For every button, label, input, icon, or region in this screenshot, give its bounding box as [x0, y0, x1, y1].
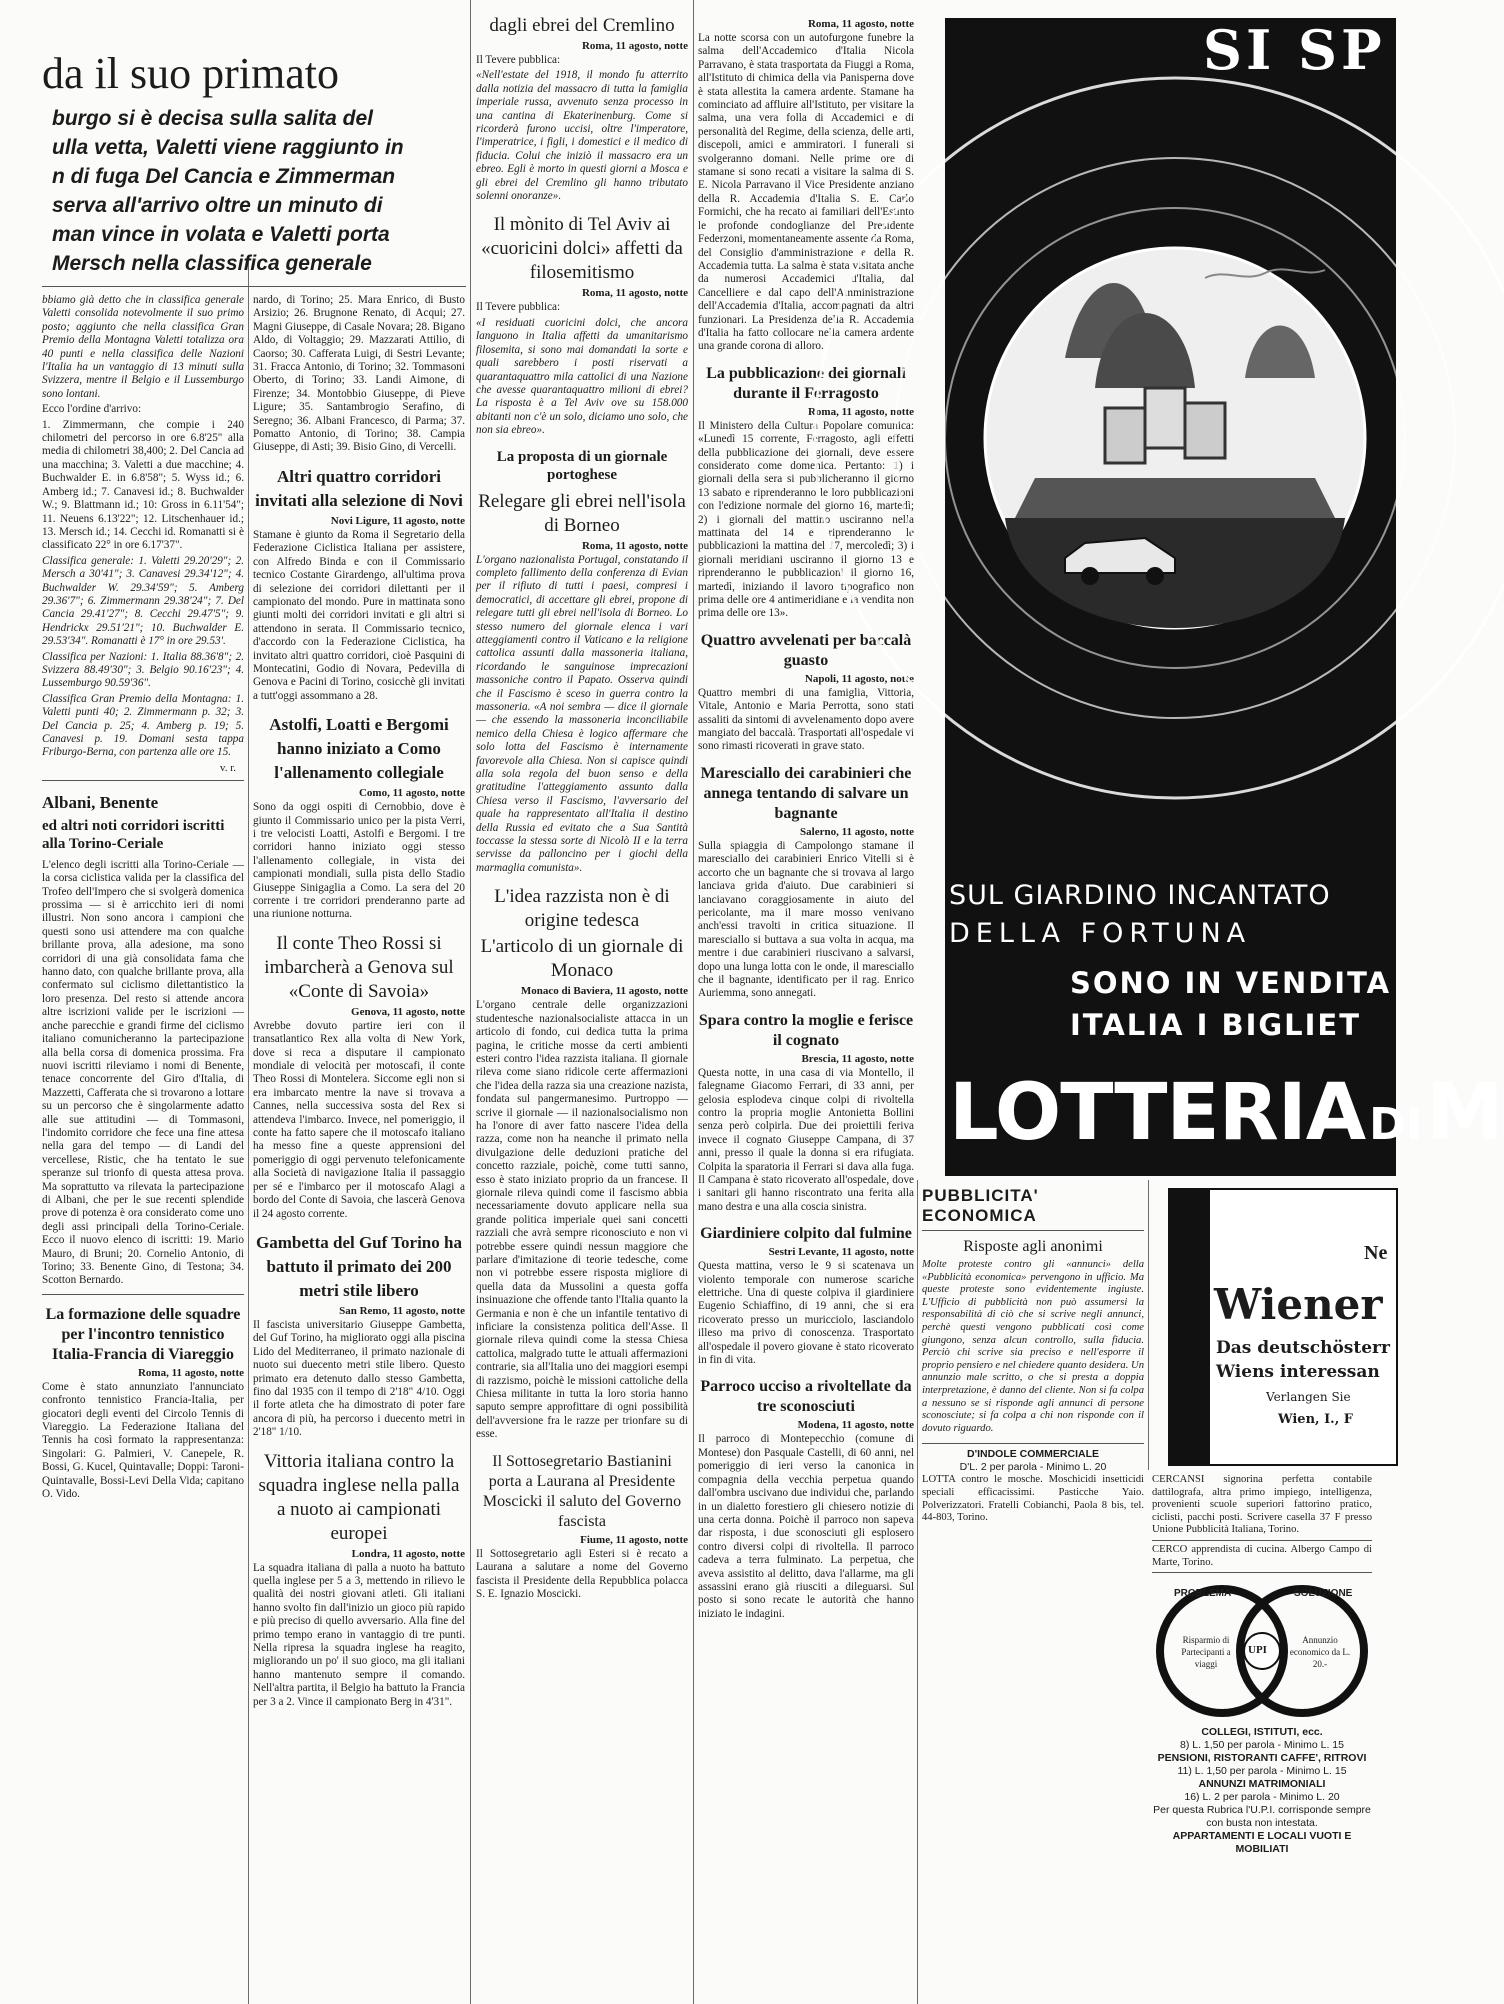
deck-line: n di fuga Del Cancia e Zimmerman	[52, 165, 396, 188]
left-column-body	[42, 294, 244, 1994]
dateline: Novi Ligure, 11 agosto, notte	[330, 514, 465, 527]
column-rule	[917, 1180, 918, 2004]
column-rule	[470, 0, 471, 2004]
article-paragraph: La notte scorsa con un autofurgone funebre la salma dell'Accademico d'Italia Nicola Parravano, è stata trasportata da Fiuggi a Roma, all'Istituto di chimica della via Panisperna dove è stata allestita la camera ardente. Stamane ha cominciato ad affluire all'Istituto, per visitare la salma, una vera folla di Accademici e di personalità del Regime, della scienza, delle arti, discepoli, amici e ammiratori. I funerali si svolgeranno domani. Nelle prime ore di stamane si sono recati a visitare la salma di S. E. Nicola Parravano il Vice Presidente anziano della R. Accademia d'Italia S. E. Carlo Formichi, che ha recato ai familiari dell'Estinto le profonde condoglianze del Presidente Federzoni, momentaneamente assente da Roma, del Consiglio d'amministrazione e della R. Accademia tutta. La salma è stata visitata anche da numerosi Accademici d'Italia, dal Cancelliere e dal capo dell'Amministrazione dell'Accademia d'Italia, accompagnati da altri funzionari. La Presidenza della R. Accademia d'Italia ha fatto collocare nella camera ardente una grande corona di alloro.	[698, 32, 914, 353]
dateline: Genova, 11 agosto, notte	[351, 1005, 465, 1018]
logo-word: DI	[1369, 1099, 1423, 1150]
article-title: Vittoria italiana contro la squadra inglese nella palla a nuoto ai campionati europei	[258, 1450, 460, 1544]
classified-header: APPARTAMENTI E LOCALI VUOTI E MOBILIATI	[1172, 1830, 1352, 1856]
article-title: Maresciallo dei carabinieri che annega tentando di salvare un bagnante	[700, 764, 912, 822]
classified-text: LOTTA contro le mosche. Moschicidi insetticidi speciali efficacissimi. Pasticche Yaio. Polverizzatori. Fratelli Cobianchi, Paola 8 bis, tel. 44-803, Torino.	[922, 1474, 1144, 1524]
article-title: Albani, Benente	[42, 792, 159, 812]
article-paragraph: Sono da oggi ospiti di Cernobbio, dove è giunto il Commissario unico per la pista Verri, i tre velocisti Loatti, Astolfi e Bergomi. I tre corridori hanno iniziato oggi stesso l'allenamento collegiale, in vista dei campionati mondiali, sulla pista dello Stadio Giuseppe Sinigaglia a Como. La sera del 20 corrente i tre corridori prenderanno parte ad una riunione notturna.	[253, 801, 465, 921]
source-line: Il Tevere pubblica:	[476, 301, 561, 314]
classified-price: D'L. 2 per parola - Minimo L. 20	[959, 1461, 1107, 1474]
article-paragraph: Molte proteste contro gli «annunci» della «Pubblicità economica» pervengono in ufficio. Ma queste proteste sono evidentemente ingiuste. L'Ufficio di pubblicità non può assumersi la responsabilità di ciò che si scrive negli annunci, perchè questi vengono pubblicati così come giungono, senza alcun controllo, sulla fiducia. Perciò chi scrive sia preciso e nell'esporre il proprio pensiero e nel chiedere quanto desidera. Un annunzio male scritto, o che si presta a doppia interpretazione, è danno del cliente. Non si fa colpa a nessuno se si risponde agli annunci di persone sconosciute; si fa colpa a chi non risponde con il dovuto riguardo.	[922, 1259, 1144, 1434]
lottery-advertisement	[945, 18, 1504, 1176]
ad-top-corner-text: SI SP	[1203, 18, 1386, 82]
deck-line: Mersch nella classifica generale	[52, 252, 372, 275]
logo-word: LOTTERIA	[949, 1068, 1366, 1158]
classifica-montagna: Classifica Gran Premio della Montagna: 1. Valetti punti 40; 2. Zimmermann p. 32; 3. Del Cancia p. 25; 4. Amberg p. 19; 5. Canavesi p. 19. Domani sesta tappa Friburgo-Berna, con partenza alle ore 15.	[42, 692, 244, 759]
column-4	[698, 18, 914, 1994]
column-rule	[693, 0, 694, 2004]
article-paragraph: Avrebbe dovuto partire ieri con il transatlantico Rex alla volta di New York, dove si reca a disputare il campionato mondiale di velocità per motoscafi, il conte Theo Rossi di Montelera. Siccome egli non si era imbarcato mentre la nave si trovava a Cannes, nella successiva sosta del Rex si attendeva l'imbarco. Invece, nel pomeriggio, il conte ha fatto sapere che il motoscafo italiano ha messo fine a queste apprensioni del pomeriggio di oggi pervenuto telefonicamente alla Società di navigazione Italia il passaggio per sé e l'imbarco per il motoscafo Alagi a bordo del Conte di Savoia, che lascerà Genova il 24 agosto corrente.	[253, 1019, 465, 1220]
divider	[922, 1443, 1144, 1444]
divider	[42, 780, 244, 781]
pubblicita-economica	[922, 1180, 1144, 1994]
classifieds-column	[1152, 1474, 1372, 1994]
classified-price: 11) L. 1,50 per parola - Minimo L. 15	[1177, 1765, 1347, 1778]
article-subtitle: L'articolo di un giornale di Monaco	[480, 936, 684, 982]
dateline: Roma, 11 agosto, notte	[581, 539, 688, 552]
article-paragraph: Il Ministero della Cultura Popolare comunica: «Lunedì 15 corrente, Ferragosto, agli effetti della pubblicazione dei giornali, deve essere considerato come domenica. Pertanto: 1) i giornali della sera si pubblicheranno il giorno 13 sabato e riprenderanno le loro pubblicazioni con l'edizione normale del giorno 16, martedì; 2) i giornali del mattino usciranno nella mattinata del 14 e riprenderanno le pubblicazioni la mattina del 17, mercoledì; 3) i giornali meridiani usciranno il giorno 13 e riprenderanno le pubblicazioni il giorno 16, martedì, iniziando il lavoro tipografico non prima delle ore 4 antimeridiane e la vendita non prima delle ore 13».	[698, 419, 914, 620]
classified-text: CERCO apprendista di cucina. Albergo Campo di Marte, Torino.	[1152, 1543, 1372, 1568]
article-title: Astolfi, Loatti e Bergomi hanno iniziato a Como l'allenamento collegiale	[269, 715, 449, 783]
left-column	[42, 0, 466, 275]
deck-line: serva all'arrivo oltre un minuto di	[52, 194, 383, 217]
dateline: Salerno, 11 agosto, notte	[800, 825, 914, 838]
article-title: Relegare gli ebrei nell'isola di Borneo	[478, 490, 686, 536]
article-paragraph: Stamane è giunto da Roma il Segretario della Federazione Ciclistica Italiana per assistere, con Alfredo Binda e con il Commissario tecnico Costante Girardengo, all'ultima prova di selezione dei corridori dilettanti per il campionato del mondo. Pure in mattinata sono giunti molti dei corridori invitati e gli altri si attendono in serata. Il Commissario tecnico, d'accordo con la Federazione Ciclistica, ha invitato altri quattro corridori, cioè Pasquini di Montecatini, Godio di Novara, Pedevilla di Genova e Pacini di Torino, cosicchè gli invitati a tutt'oggi assommano a 28.	[253, 528, 465, 702]
divider	[1152, 1572, 1372, 1573]
article-paragraph: Il parroco di Montepecchio (comune di Montese) don Pasquale Castelli, di 60 anni, nel pomeriggio di ieri verso la canonica in compagnia della vecchia perpetua quando dall'ombra uscivano due individui che, parlando in un dialetto forestiero gli chiesero notizie di una certa donna. Poichè il parroco non sapeva dar risposta, i due sconosciuti gli esplosero contro diversi colpi di rivoltella. Il parroco cadeva a terra fulminato. La perpetua, che aveva assistito al delitto, dava l'allarme, ma gli assassini erano già riusciti a dileguarsi. Sul posto si sono recate le autorità che hanno iniziato le indagini.	[698, 1433, 914, 1620]
article-paragraph: Questa notte, in una casa di via Montello, il falegname Giacomo Ferrari, di 33 anni, per gelosia esplodeva cinque colpi di rivoltella contro la propria moglie Antonietta Bollini senza però colpirla. Due dei proiettili feriva invece il cognato Giuseppe Campana, di 37 anni, presso il quale la donna si era rifugiata. Colpita la sparatoria il Ferrari si dava alla fuga. Il Campana è stato ricoverato all'ospedale, dove i sanitari gli hanno riscontrato una ferita alla mano destra e una alla coscia sinistra.	[698, 1066, 914, 1213]
article-title: Parroco ucciso a rivoltellate da tre sconosciuti	[700, 1378, 912, 1416]
article-title: Spara contro la moglie e ferisce il cognato	[698, 1011, 914, 1049]
article-title: Risposte agli anonimi	[963, 1238, 1103, 1255]
ad-line-1: SUL GIARDINO INCANTATO	[949, 880, 1331, 911]
lottery-logo	[949, 1068, 1504, 1158]
dateline: Roma, 11 agosto, notte	[581, 40, 688, 52]
upi-monogram: UPI	[1248, 1644, 1267, 1657]
headline-deck	[52, 104, 466, 278]
article-paragraph: La squadra italiana di palla a nuoto ha battuto quella inglese per 5 a 3, mettendo in rilievo le qualità dei nostri giovani atleti. Gli italiani hanno svolto fin dall'inizio un gioco più rapido e più preciso di quello avversario. Alla fine del primo tempo erano in vantaggio di tre punti. Nella ripresa la squadra inglese ha reagito, migliorando un po' il suo gioco, ma gli italiani hanno mantenuto sempre il comando. Nell'altra partita, il Belgio ha battuto la Francia per 3 a 2. Vince il campionato Berg in 4'31".	[253, 1561, 465, 1708]
article-paragraph: bbiamo già detto che in classifica generale Valetti consolida notevolmente il suo primo posto; aggiunto che nella classifica Gran Premio della Montagna Valetti totalizza ora 40 punti e nella classifica delle Nazioni l'Italia ha un vantaggio di 13 minuti sulla Svizzera, mentre il Belgio e il Lussemburgo sono lontani.	[42, 294, 244, 400]
article-paragraph: Sulla spiaggia di Campolongo stamane il maresciallo dei carabinieri Enrico Vitelli si è accorto che un bagnante che si trovava al largo lanciava grida d'aiuto. Due carabinieri si lanciavano coraggiosamente in aiuto del pericolante, ma il mare mosso venivano anch'essi travolti in critica situazione. Il maresciallo si buttava a sua volta in acqua, ma mentre i due carabinieri riuscivano a salvarsi, dopo una lunga lotta con le onde, il maresciallo che il bagnante, identificato per il rag. Enrico Auriemma, sono annegati.	[698, 839, 914, 1000]
article-title: La pubblicazione dei giornali durante il Ferragosto	[706, 364, 906, 402]
column-rule	[1148, 1180, 1149, 1470]
column-rule	[248, 260, 249, 2004]
wiener-top-text: Ne	[1364, 1242, 1388, 1264]
list-continuation: nardo, di Torino; 25. Mara Enrico, di Busto Arsizio; 26. Brugnone Renato, di Acqui; 27. Magni Giuseppe, di Casale Novara; 28. Bigano Aldo, di Voltaggio; 29. Mazzarati Attilio, di Caorso; 30. Cafferata Luigi, di Sestri Levante; 31. Fracca Antonio, di Torino; 32. Tommasoni Oberto, di Torino; 33. Landi Aimone, di Firenze; 34. Montobbio Giuseppe, di Pieve Ligure; 35. Santambrogio Serafino, di Seregno; 36. Albani Francesco, di Parma; 37. Pomatto Antonio, di Torino; 38. Campia Giuseppe, di Asti; 39. Bisio Gino, di Vercelli.	[253, 294, 465, 454]
article-kicker: La proposta di un giornale portoghese	[496, 448, 668, 483]
dateline: Modena, 11 agosto, notte	[797, 1419, 914, 1432]
classified-header: COLLEGI, ISTITUTI, ecc.	[1201, 1726, 1323, 1739]
arrival-list: 1. Zimmermann, che compie i 240 chilometri del percorso in ore 6.8'25" alla media di chilometri 38,400; 2. Del Cancia ad una macchina; 3. Valetti a due macchine; 4. Buchwalder E. in 6.8'58"; 5. Wyss id.; 6. Amberg id.; 7. Canavesi id.; 8. Buchwalder W.; 9. Blattmann id.; 10: Gross in 6.11'54"; 11. Neuens 6.13'22"; 12. Litschenhauer id.; 13. Mersch id.; 14. Cecchi id. Romanatti si è classificato 22° in ore 6.17'37".	[42, 418, 244, 552]
article-paragraph: Come è stato annunziato l'annunciato confronto tennistico Francia-Italia, per giocatori degli eventi del Circolo Tennis di Viareggio. La Federazione Italiana del Tennis ha così formato la rappresentanza: Singolari: G. Palmieri, V. Canepele, R. Bossi, G. Kucel, Quintavalle; Doppi: Taroni-Quintavalle, Bossi-Levi Della Vida; capitano O. Vido.	[42, 1380, 244, 1501]
dateline: Londra, 11 agosto, notte	[351, 1547, 465, 1560]
wiener-line: Wien, I., F	[1278, 1412, 1353, 1427]
lottery-illustration	[945, 58, 1396, 888]
circle-label: PROBLEMA	[1174, 1588, 1232, 1600]
wiener-advertisement	[1168, 1188, 1398, 1466]
divider	[1152, 1540, 1372, 1541]
dateline: Brescia, 11 agosto, notte	[801, 1052, 914, 1065]
dateline: Roma, 11 agosto, notte	[137, 1366, 244, 1379]
classifica-nazioni: Classifica per Nazioni: 1. Italia 88.36'8"; 2. Svizzera 88.49'30"; 3. Belgio 90.16'23"; 4. Lussemburgo 90.59'36".	[42, 650, 244, 690]
dateline: Napoli, 11 agosto, notte	[804, 672, 914, 685]
section-header: PUBBLICITA' ECONOMICA	[922, 1186, 1039, 1225]
dateline: San Remo, 11 agosto, notte	[339, 1304, 465, 1317]
article-title: Quattro avvelenati per baccalà guasto	[700, 631, 912, 669]
dateline: Sestri Levante, 11 agosto, notte	[768, 1246, 914, 1259]
classified-header: ANNUNZI MATRIMONIALI	[1198, 1778, 1326, 1791]
source-line: Il Tevere pubblica:	[476, 54, 561, 66]
deck-line: ulla vetta, Valetti viene raggiunto in	[52, 136, 404, 159]
wiener-title: Wiener	[1214, 1280, 1383, 1329]
classified-header: D'INDOLE COMMERCIALE	[967, 1448, 1099, 1461]
article-paragraph: L'organo centrale delle organizzazioni studentesche nazionalsocialiste attacca in un articolo di fondo, cui dedica tutta la prima pagina, le critiche mosse da certi ambienti esteri contro l'idea razzista italiana. Il giornale rileva come siano ridicole certe affermazioni che l'idea della razza sia una creazione nazista, fondata sul pangermanesimo. Purtroppo — scrive il giornale — il nazionalsocialismo non ha l'onore di aver fatto nascere l'idea della razza, come non ha neanche il primato nella divulgazione delle deduzioni pratiche del concetto razziale, poichè, come tutti sanno, esso è stato iniziato proprio da un francese. Il giornale rileva quindi come il fascismo abbia necessariamente dovuto applicare nella sua grande politica imperiale quei sani concetti razziali che avrà sempre riconosciuto e non vi potrebbe essere quindi nessun maggiore che parlare d'imitazione di teorie tedesche, come non vi potrebbe essere risposta migliore di quella data da Mussolini a questa goffa insinuazione che offende tanto l'Italia quanto la Germania e non è che un infantile tentativo di inficiare la consistenza politica dell'Asse. Il giornale rileva quindi come la stessa Chiesa cattolica, malgrado tutte le attuali affermazioni contrarie, sia all'Italia uno dei maggiori esempi di razzismo, poichè le missioni cattoliche della Chiesa militante in tutta la loro storia hanno saputo sempre approfittare di ogni possibilità dell'avversione fra le razze per trionfare su di esse.	[476, 999, 688, 1441]
wiener-line: Das deutschösterr	[1216, 1338, 1390, 1358]
headline-rule	[42, 286, 466, 287]
classifica-generale: Classifica generale: 1. Valetti 29.20'29"; 2. Mersch a 30'41"; 3. Canavesi 29.34'12"; 4. Buchwalder W. 29.34'59"; 5. Amberg 29.36'7"; 6. Zimmermann 29.38'24"; 7. Del Cancia 29.41'27"; 8. Cecchi 29.47'5"; 9. Hendrickx 29.51'21"; 10. Buchwalder E. 29.53'34". Romanatti è 17° in ore 29.53'.	[42, 554, 244, 648]
classified-price: 16) L. 2 per parola - Minimo L. 20	[1184, 1791, 1340, 1804]
headline: da il suo primato	[42, 49, 339, 98]
article-title: Gambetta del Guf Torino ha battuto il primato dei 200 metri stile libero	[256, 1232, 462, 1300]
circle-label: SOLUZIONE	[1294, 1588, 1353, 1600]
classified-price: 8) L. 1,50 per parola - Minimo L. 15	[1179, 1739, 1344, 1752]
article-subtitle: ed altri noti corridori iscritti alla Torino-Ceriale	[42, 817, 225, 852]
article-title: L'idea razzista non è di origine tedesca	[494, 886, 670, 932]
classified-header: PENSIONI, RISTORANTI CAFFE', RITROVI	[1157, 1752, 1367, 1765]
dateline: Como, 11 agosto, notte	[358, 787, 465, 800]
dateline: Roma, 11 agosto, notte	[807, 18, 914, 30]
divider	[922, 1230, 1144, 1231]
signature: v. r.	[219, 761, 236, 774]
article-title: Giardiniere colpito dal fulmine	[700, 1225, 912, 1243]
circle-text: Risparmio di Partecipanti a viaggi	[1181, 1635, 1231, 1670]
wiener-line: Verlangen Sie	[1266, 1390, 1351, 1404]
ad-line-2: DELLA FORTUNA	[949, 918, 1252, 949]
article-paragraph: Il Sottosegretario agli Esteri si è recato a Laurana a salutare a nome del Governo fascista il Presidente della Repubblica polacca S. E. Ignazio Moscicki.	[476, 1547, 688, 1600]
dateline: Monaco di Baviera, 11 agosto, notte	[520, 985, 688, 998]
classified-text: CERCANSI signorina perfetta contabile dattilografa, altra primo impiego, intelligenza, provenienti scuole superiori fattorino pratico, ciclisti, pacchi posti. Scrivere casella 37 F presso Unione Pubblicità Italiana, Torino.	[1152, 1474, 1372, 1536]
wiener-line: Wiens interessan	[1216, 1362, 1380, 1382]
divider	[42, 1294, 244, 1295]
article-paragraph: «I residuati cuoricini dolci, che ancora languono in Italia affetti da umanitarismo filosemita, si sono mai domandati la sorte e quali sarebbero i posti riservati a quarantaquattro mila cattolici di una Nazione che avesse quarantaquattro milioni di ebrei? La risposta è a Tel Aviv ove su 158.000 abitanti non c'è un solo, diciamo uno solo, che non sia ebreo».	[476, 316, 688, 437]
dateline: Fiume, 11 agosto, notte	[580, 1533, 688, 1546]
article-paragraph: L'organo nazionalista Portugal, constatando il completo fallimento della conferenza di Evian per il rifiuto di tutti i paesi, compresi i democratici, di accettare gli ebrei, propone di relegare tutti gli ebrei nell'isola di Borneo. Lo stesso numero del giornale elenca i vari atteggiamenti contro il Vaticano e la religione cattolica assunti dalla massoneria italiana, ricordando le sanguinose imprecazioni massoniche contro il Papato. Osserva quindi che il Fascismo è sceso in guerra contro la massoneria. «A noi sembra — dice il giornale — che essendo la massoneria inconciliabile nemico della Chiesa è logico affermare che solo lotta del Fascismo è internamente favorevole alla Chiesa. Non si capisce quindi alla sola regola del buon senso e della gratitudine l'atteggiamento assunto dalla Chiesa verso il Fascismo, l'avversario del quale ha rappresentato all'Italia il destino della Russia ed evitato che a Sua Santità toccasse la stessa sorte di Nicolò II e la terra servisse da palloncino per i giochi della marmaglia comunista».	[476, 553, 688, 874]
wiener-dark-band	[1170, 1190, 1210, 1464]
column-2	[253, 294, 465, 1994]
classified-note: Per questa Rubrica l'U.P.I. corrisponde sempre con busta non intestata.	[1153, 1804, 1371, 1830]
article-title: Il conte Theo Rossi si imbarcherà a Genova sul «Conte di Savoia»	[264, 932, 454, 1002]
problema-soluzione-logo	[1152, 1576, 1372, 1726]
deck-line: man vince in volata e Valetti porta	[52, 223, 390, 246]
article-paragraph: L'elenco degli iscritti alla Torino-Ceriale — la corsa ciclistica valida per la classifica del Trofeo dell'Impero che si svolgerà domenica prossima — si è arricchito ieri di nomi illustri. Non sono ancora i campioni che questi sono usi attendere ma con qualche brillante prova, alla adesione, ma sono corridori di una già consolidata fama che hanno dato, con qualche brillante prova, alla confermato sul ciclismo dilettantistico la loro presenza. Del resto si attende ancora altre iscrizioni valide per le iscrizioni — anche parecchie e grandi firme del ciclismo italiano comunicheranno la partecipazione alla bella corsa di domenica prossima. Fra nuovi iscritti rileviamo i nomi di Benente, tenace concorrente del Giro d'Italia, di Mazzetti, Cafferata che si trovarono a lottare su un percorso che è singolarmente adatto alle sue attitudini — di Tommasoni, l'indomito corridore che fece una fine attesa nella gara del tempo — di Landi del vercellese, Ristic, che ha tentato le sue speranze sul trionfo di questa attesa prova. Ma soprattutto va rilevata la partecipazione di Albani, che per le sue recenti splendide prove di potenza è ora considerato come uno degli assi principali della Torino-Ceriale. Ecco il nuovo elenco di iscritti: 19. Mario Mauro, di Bruni; 20. Cornelio Antonio, di Torino; 33. Benente Gino, di Testona; 34. Scotton Bernardo.	[42, 858, 244, 1287]
article-title: dagli ebrei del Cremlino	[489, 15, 675, 36]
article-title: La formazione delle squadre per l'incontro tennistico Italia-Francia di Viareggio	[45, 1305, 241, 1363]
deck-line: burgo si è decisa sulla salita del	[52, 107, 373, 130]
dateline: Roma, 11 agosto, notte	[807, 405, 914, 418]
article-paragraph: Questa mattina, verso le 9 si scatenava un violento temporale con numerose scariche elettriche. Una di queste colpiva il giardiniere Eugenio Schiaffino, di 19 anni, che si era ricoverato presso un muricciolo, lasciandolo illeso ma privo di conoscenza. Trasportato all'ospedale il povero giovane è stato ricoverato in fin di vita.	[698, 1260, 914, 1367]
ad-line-4: ITALIA I BIGLIET	[1070, 1008, 1362, 1042]
article-title: Il Sottosegretario Bastianini porta a Laurana al Presidente Moscicki il saluto del Governo fascista	[482, 1452, 682, 1530]
ad-line-3: SONO IN VENDITA	[1070, 966, 1392, 1000]
arrival-intro: Ecco l'ordine d'arrivo:	[42, 403, 142, 416]
dateline: Roma, 11 agosto, notte	[581, 287, 688, 300]
article-title: Il mònito di Tel Aviv ai «cuoricini dolci» affetti da filosemitismo	[481, 214, 683, 284]
article-paragraph: «Nell'estate del 1918, il mondo fu atterrito dalla notizia del massacro di tutta la famiglia imperiale russa, avvenuto senza processo in una cantina di Ekaterinenburg. Come si ricorderà furono uccisi, oltre l'imperatore, l'imperatrice, i figli, i domestici e il medico di fiducia. Colui che iniziò il massacro era un ebreo. Egli è morto in questi giorni a Mosca e gli ebrei del Cremlino gli hanno tributato solenni onoranze».	[476, 69, 688, 203]
logo-word: M	[1426, 1068, 1504, 1158]
circle-text: Annunzio economico da L. 20.-	[1289, 1635, 1351, 1670]
article-title: Altri quattro corridori invitati alla selezione di Novi	[255, 466, 463, 510]
article-paragraph: Il fascista universitario Giuseppe Gambetta, del Guf Torino, ha migliorato oggi alla piscina Lido del Mediterraneo, il primato nazionale di nuoto sui duecento metri stile libero. Questo primato era detenuto dallo stesso Gambetta, fino dal 1935 con il tempo di 2'18" 4/10. Oggi il forte atleta che ha dimostrato di poter fare ancora di più, ha percorso i duecento metri in 2'18" 1/10.	[253, 1318, 465, 1439]
column-3	[476, 14, 688, 1994]
article-paragraph: Quattro membri di una famiglia, Vittoria, Vitale, Antonio e Maria Perrotta, sono stati assaliti da sintomi di avvelenamento dopo avere mangiato del baccalà. Trasportati all'ospedale vi sono rimasti ricoverati in grave stato.	[698, 686, 914, 753]
